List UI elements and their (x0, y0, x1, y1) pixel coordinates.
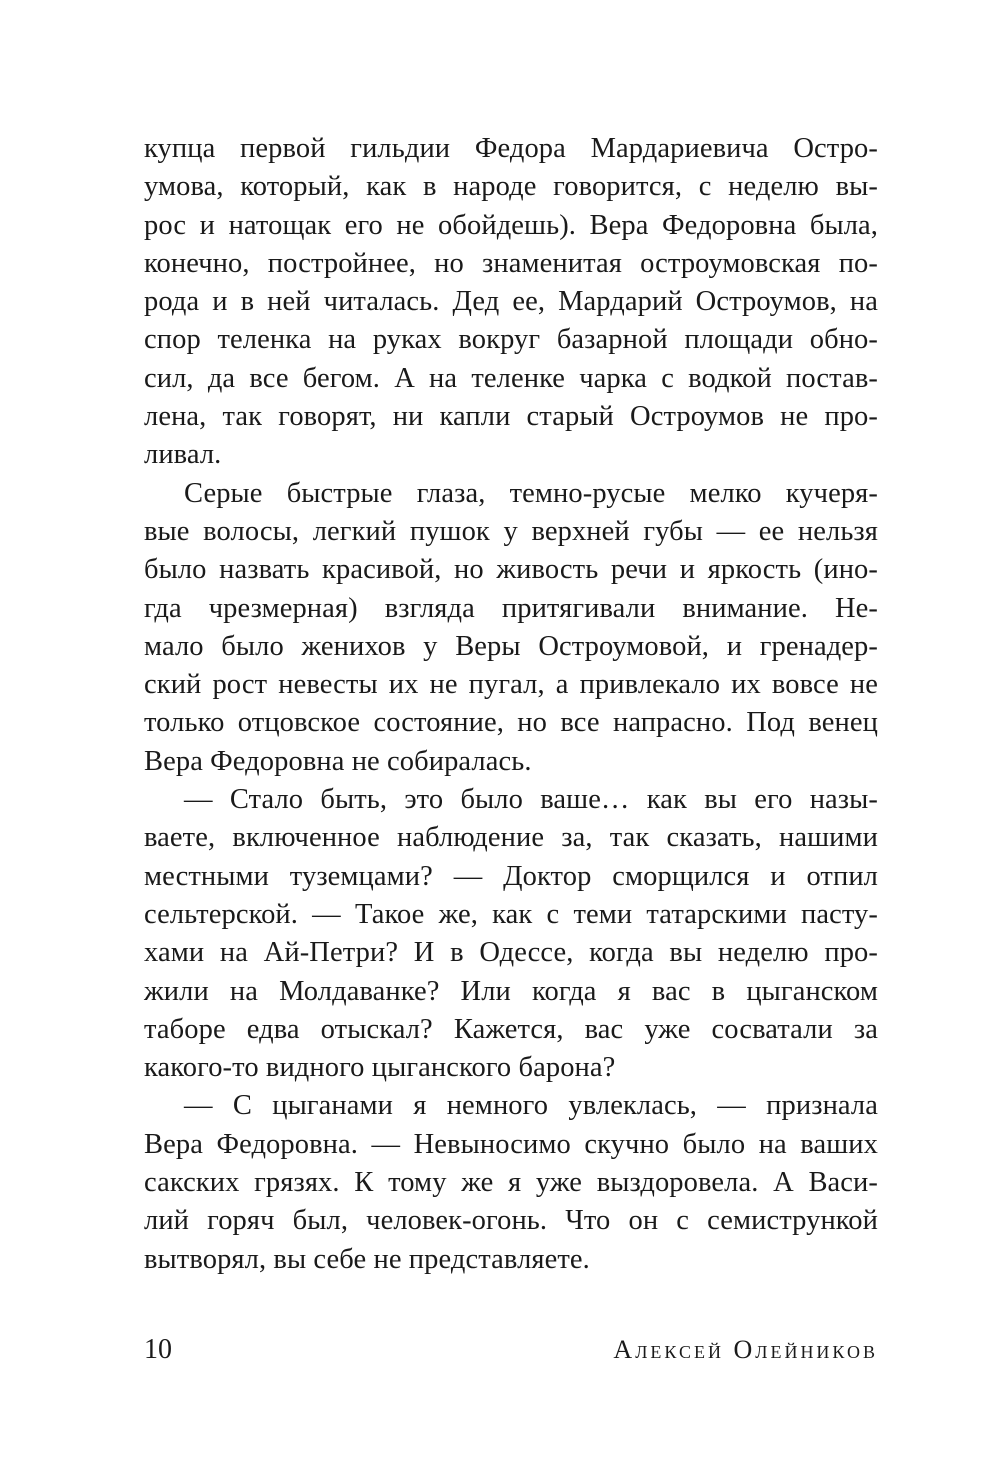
body-text (144, 130, 878, 1279)
text-line: рода и в ней читалась. Дед ее, Мардарий Остроумов, на (144, 286, 878, 318)
text-line: лий горяч был, человек-огонь. Что он с семистрункой (144, 1205, 878, 1237)
text-line: сельтерской. — Такое же, как с теми татарскими пасту- (144, 898, 878, 930)
text-line: ваете, включенное наблюдение за, так сказать, нашими (144, 822, 878, 854)
text-line: местными туземцами? — Доктор сморщился и отпил (144, 860, 878, 892)
text-line: жили на Молдаванке? Или когда я вас в цыганском (144, 975, 878, 1007)
text-line: умова, который, как в народе говорится, с неделю вы- (144, 171, 878, 203)
text-line: ский рост невесты их не пугал, а привлекало их вовсе не (144, 669, 878, 701)
text-line: мало было женихов у Веры Остроумовой, и гренадер- (144, 630, 878, 662)
text-line: только отцовское состояние, но все напрасно. Под венец (144, 707, 878, 739)
text-line: конечно, постройнее, но знаменитая остроумовская по- (144, 247, 878, 279)
text-line: — Стало быть, это было ваше… как вы его назы- (184, 784, 878, 816)
text-line: Вера Федоровна не собиралась. (144, 745, 532, 777)
page-footer (144, 1330, 878, 1370)
text-line: — С цыганами я немного увлеклась, — признала (184, 1090, 878, 1122)
running-head-author: Алексей Олейников (613, 1335, 878, 1364)
text-line: ливал. (144, 439, 222, 471)
text-line: Вера Федоровна. — Невыносимо скучно было на ваших (144, 1128, 878, 1160)
text-line: вые волосы, легкий пушок у верхней губы — ее нельзя (144, 515, 878, 547)
text-line: было назвать красивой, но живость речи и яркость (ино- (144, 554, 878, 586)
text-line: лена, так говорят, ни капли старый Остроумов не про- (144, 401, 878, 433)
text-line: спор теленка на руках вокруг базарной площади обно- (144, 324, 878, 356)
text-line: сил, да все бегом. А на теленке чарка с водкой постав- (144, 362, 878, 394)
text-line: вытворял, вы себе не представляете. (144, 1243, 590, 1275)
text-line: какого-то видного цыганского барона? (144, 1052, 616, 1084)
text-line: хами на Ай-Петри? И в Одессе, когда вы неделю про- (144, 937, 878, 969)
text-line: Серые быстрые глаза, темно-русые мелко кучеря- (184, 477, 878, 509)
text-line: сакских грязях. К тому же я уже выздоровела. А Васи- (144, 1167, 878, 1199)
text-line: рос и натощак его не обойдешь). Вера Федоровна была, (144, 209, 878, 241)
page-number: 10 (144, 1334, 172, 1365)
text-line: гда чрезмерная) взгляда притягивали внимание. Не- (144, 592, 878, 624)
text-line: таборе едва отыскал? Кажется, вас уже сосватали за (144, 1013, 878, 1045)
text-line: купца первой гильдии Федора Мардариевича Остро- (144, 133, 878, 164)
